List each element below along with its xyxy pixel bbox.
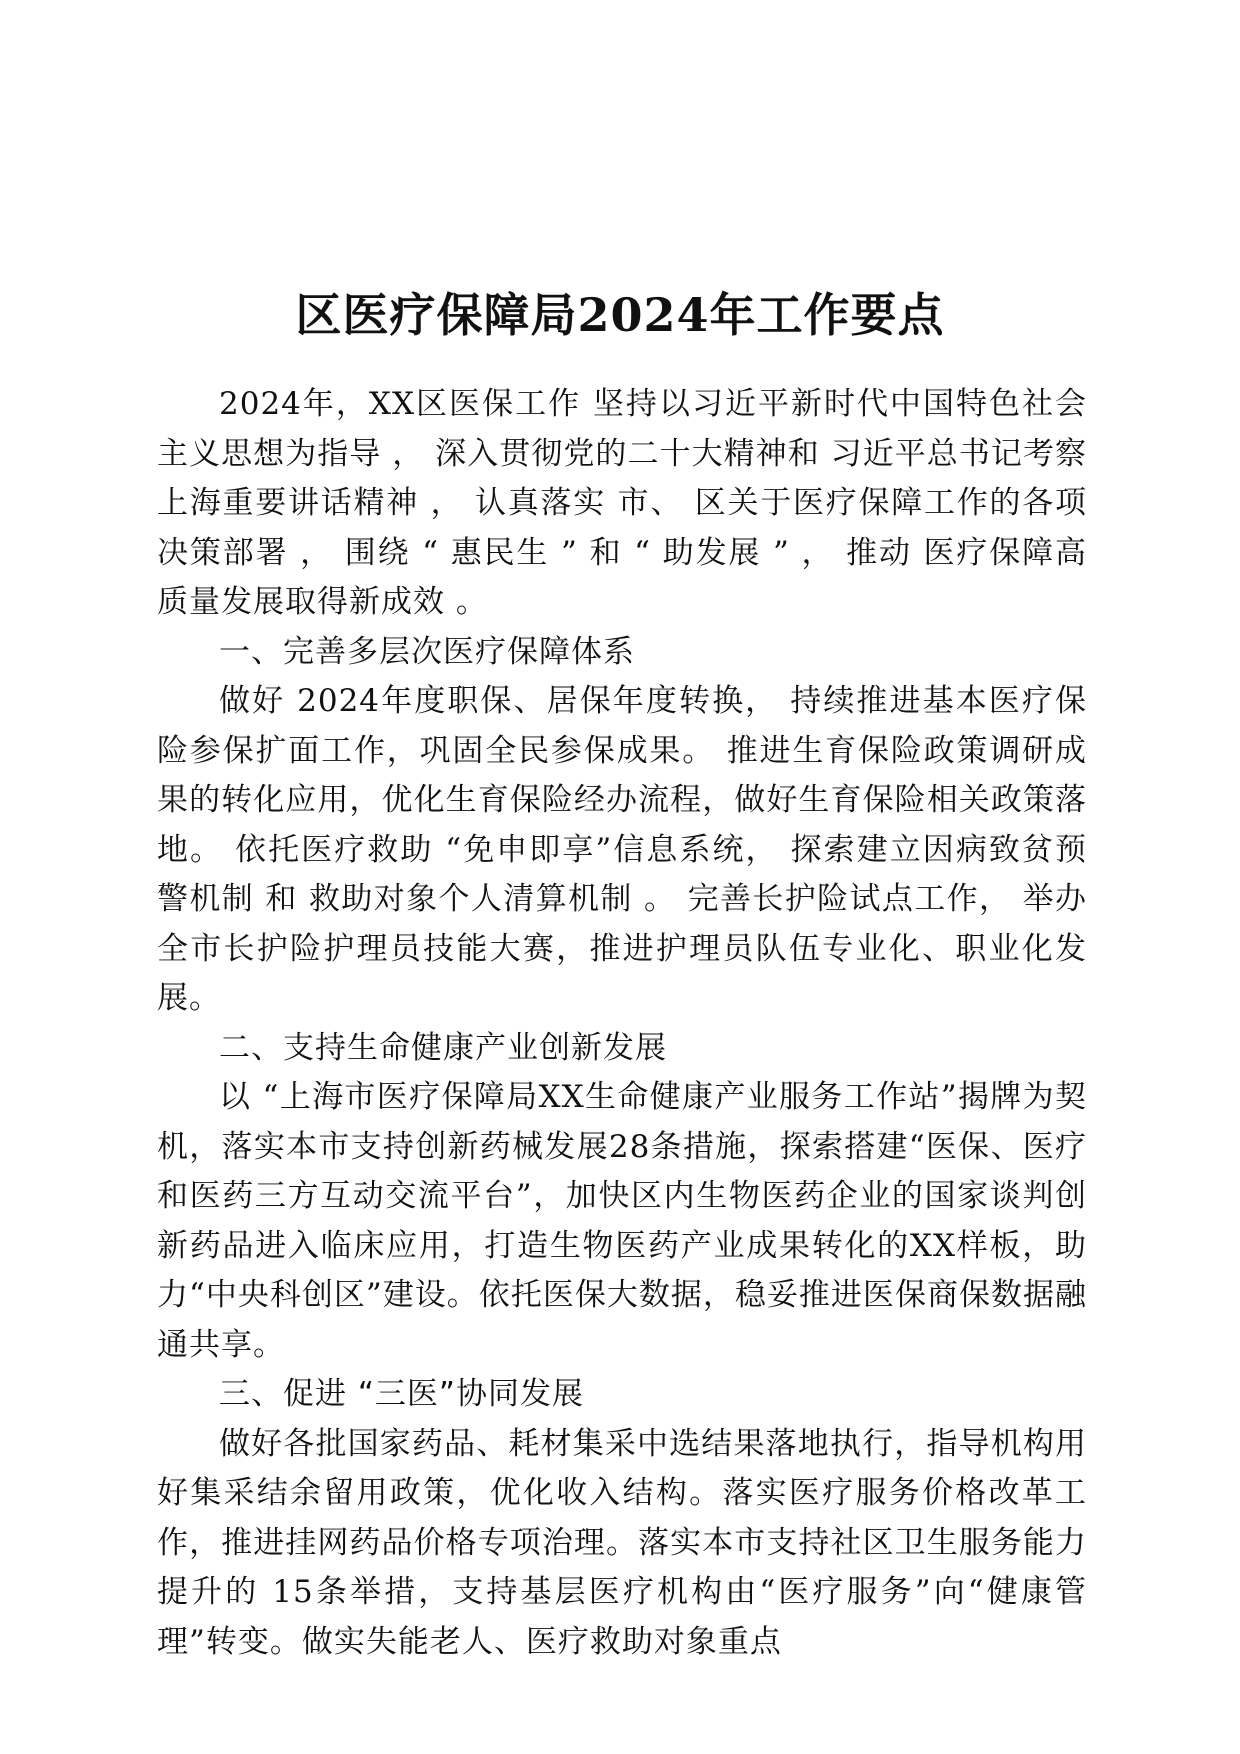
section-body-3: 做好各批国家药品、耗材集采中选结果落地执行，指导机构用好集采结余留用政策，优化收入结构。落实医疗服务价格改革工作，推进挂网药品价格专项治理。落实本市支持社区卫生服务能力提升的 15条举措，支持基层医疗机构由“医疗服务”向“健康管理”转变。做实失能老人、医疗救助对象重点 [157, 1425, 1087, 1660]
document-body [157, 380, 1087, 1667]
section-heading-3: 三、促进 “三医”协同发展 [219, 1376, 584, 1412]
section-heading-2: 二、支持生命健康产业创新发展 [219, 1029, 667, 1066]
intro-paragraph: 2024年，XX区医保工作 坚持以习近平新时代中国特色社会主义思想为指导 ， 深入贯彻党的二十大精神和 习近平总书记考察上海重要讲话精神 ， 认真落实 市、 区关于医疗保障工作的各项决策部署 ， 围绕 “ 惠民生 ” 和 “ 助发展 ” ， 推动 医疗保障高质量发展取得新成效 。 [157, 386, 1087, 620]
section-heading-1: 一、完善多层次医疗保障体系 [219, 633, 635, 670]
section-body-2: 以 “上海市医疗保障局XX生命健康产业服务工作站”揭牌为契机，落实本市支持创新药械发展28条措施，探索搭建“医保、医疗和医药三方互动交流平台”，加快区内生物医药企业的国家谈判创新药品进入临床应用，打造生物医药产业成果转化的XX样板，助力“中央科创区”建设。依托医保大数据，稳妥推进医保商保数据融通共享。 [157, 1079, 1087, 1363]
document-title: 区医疗保障局2024年工作要点 [295, 287, 945, 342]
section-body-1: 做好 2024年度职保、居保年度转换， 持续推进基本医疗保险参保扩面工作，巩固全民参保成果。 推进生育保险政策调研成果的转化应用，优化生育保险经办流程，做好生育保险相关政策落地。 依托医疗救助 “免申即享”信息系统， 探索建立因病致贫预警机制 和 救助对象个人清算机制 。 完善长护险试点工作， 举办全市长护险护理员技能大赛，推进护理员队伍专业化、职业化发展。 [157, 683, 1087, 1016]
